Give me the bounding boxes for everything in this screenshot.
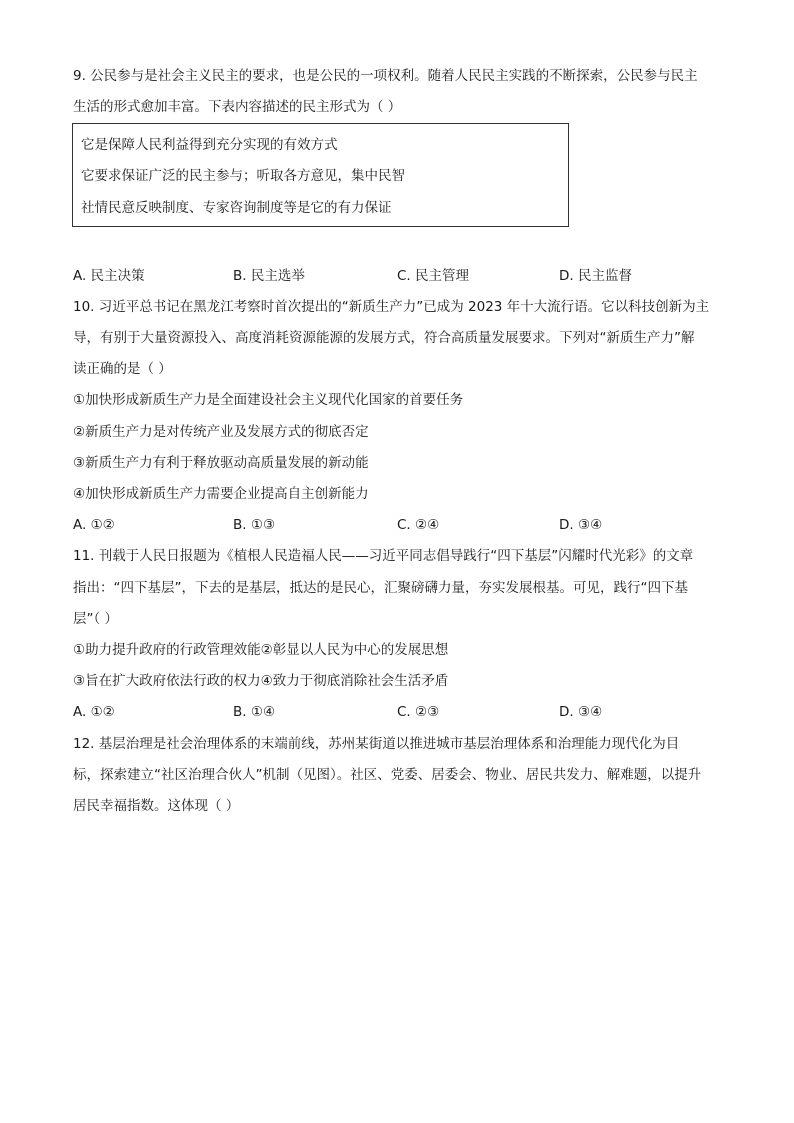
q9-option-c: C. 民主管理 bbox=[397, 268, 470, 284]
q10-statement-4: ④加快形成新质生产力需要企业提高自主创新能力 bbox=[73, 486, 369, 502]
q9-content-table bbox=[72, 123, 569, 227]
q10-stem-line-2: 导，有别于大量资源投入、高度消耗资源能源的发展方式，符合高质量发展要求。下列对“新质生产力”解 bbox=[73, 330, 695, 346]
q11-stem-line-1: 11. 刊载于人民日报题为《植根人民造福人民——习近平同志倡导践行“四下基层”闪耀时代光彩》的文章 bbox=[73, 548, 694, 564]
q11-stem-line-2: 指出：“四下基层”，下去的是基层，抵达的是民心，汇聚磅礴力量，夯实发展根基。可见，践行“四下基 bbox=[73, 580, 688, 596]
q9-option-a: A. 民主决策 bbox=[73, 268, 145, 284]
q9-stem-line-2: 生活的形式愈加丰富。下表内容描述的民主形式为（ ） bbox=[73, 99, 402, 115]
q12-stem-line-1: 12. 基层治理是社会治理体系的末端前线，苏州某街道以推进城市基层治理体系和治理能力现代化为目 bbox=[73, 736, 680, 752]
q10-option-b: B. ①③ bbox=[233, 517, 276, 533]
q10-statement-1: ①加快形成新质生产力是全面建设社会主义现代化国家的首要任务 bbox=[73, 392, 464, 408]
q12-stem-line-3: 居民幸福指数。这体现（ ） bbox=[73, 798, 240, 814]
q10-stem-line-1: 10. 习近平总书记在黑龙江考察时首次提出的“新质生产力”已成为 2023 年十大流行语。它以科技创新为主 bbox=[73, 299, 710, 315]
q12-stem-line-2: 标，探索建立“社区治理合伙人”机制（见图）。社区、党委、居委会、物业、居民共发力、解难题，以提升 bbox=[73, 767, 702, 783]
q11-option-a: A. ①② bbox=[73, 704, 115, 720]
q10-option-c: C. ②④ bbox=[397, 517, 440, 533]
q9-option-b: B. 民主选举 bbox=[233, 268, 305, 284]
q10-stem-line-3: 读正确的是（ ） bbox=[73, 361, 172, 377]
q11-option-d: D. ③④ bbox=[559, 704, 603, 720]
q10-option-a: A. ①② bbox=[73, 517, 115, 533]
q9-option-d: D. 民主监督 bbox=[559, 268, 632, 284]
q11-stem-line-3: 层”（ ） bbox=[73, 611, 119, 627]
q9-table-row-3: 社情民意反映制度、专家咨询制度等是它的有力保证 bbox=[81, 200, 392, 216]
q9-stem-line-1: 9. 公民参与是社会主义民主的要求，也是公民的一项权利。随着人民民主实践的不断探索，公民参与民主 bbox=[73, 68, 698, 84]
q11-statement-row-2: ③旨在扩大政府依法行政的权力④致力于彻底消除社会生活矛盾 bbox=[73, 673, 449, 689]
q11-option-c: C. ②③ bbox=[397, 704, 440, 720]
q9-table-row-1: 它是保障人民利益得到充分实现的有效方式 bbox=[81, 137, 338, 153]
q10-option-d: D. ③④ bbox=[559, 517, 603, 533]
q9-table-row-2: 它要求保证广泛的民主参与；听取各方意见，集中民智 bbox=[81, 168, 405, 184]
q10-statement-2: ②新质生产力是对传统产业及发展方式的彻底否定 bbox=[73, 424, 369, 440]
q11-option-b: B. ①④ bbox=[233, 704, 276, 720]
q11-statement-row-1: ①助力提升政府的行政管理效能②彰显以人民为中心的发展思想 bbox=[73, 642, 449, 658]
q10-statement-3: ③新质生产力有利于释放驱动高质量发展的新动能 bbox=[73, 455, 369, 471]
